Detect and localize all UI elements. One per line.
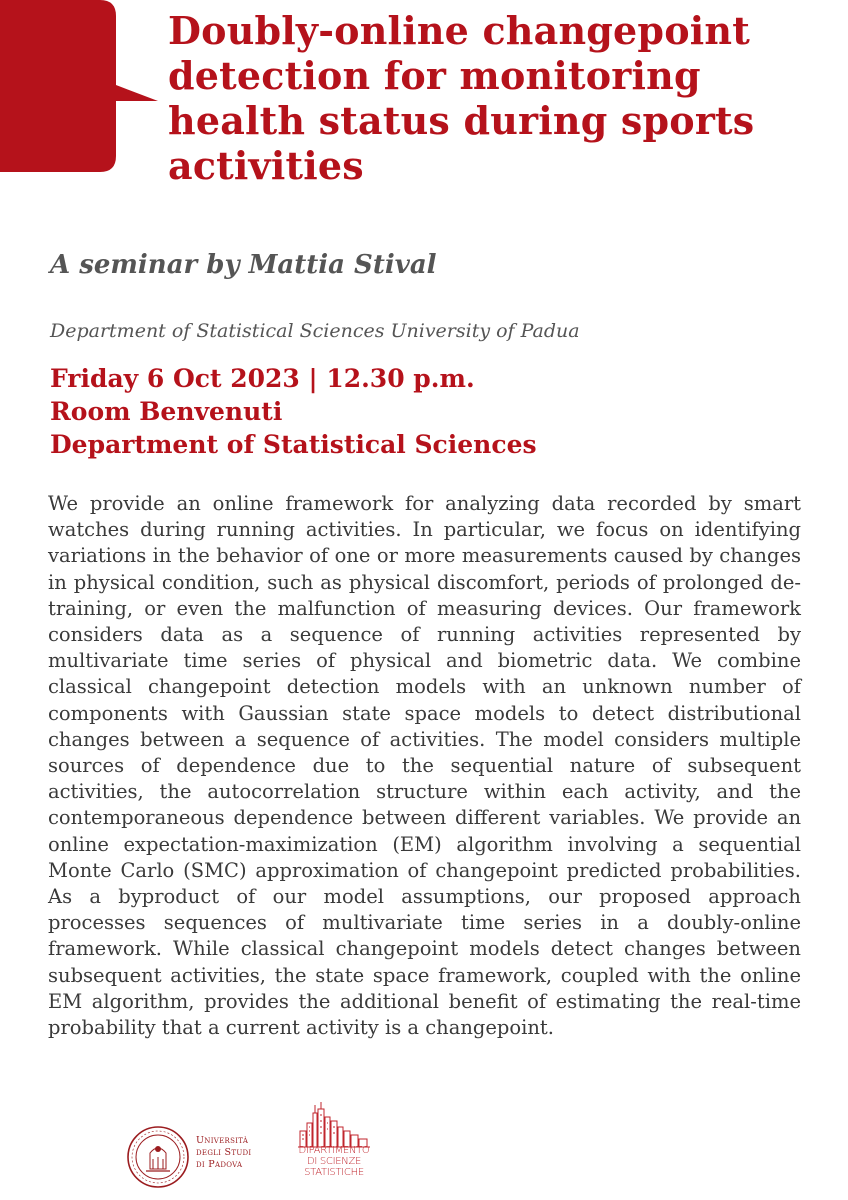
university-name-line: Università bbox=[196, 1135, 249, 1146]
speech-flag-decoration bbox=[0, 0, 160, 175]
department-name-line: DI SCIENZE bbox=[306, 1156, 362, 1167]
speaker-affiliation: Department of Statistical Sciences University of Padua bbox=[50, 320, 580, 342]
department-name-line: STATISTICHE bbox=[304, 1167, 364, 1178]
university-name-line: di Padova bbox=[196, 1159, 243, 1170]
university-seal-icon bbox=[126, 1125, 190, 1189]
department-name-line: DIPARTIMENTO bbox=[298, 1145, 370, 1156]
university-name-line: degli Studi bbox=[196, 1147, 252, 1158]
event-room: Room Benvenuti bbox=[50, 397, 283, 426]
department-name bbox=[298, 1145, 370, 1178]
footer-logos bbox=[0, 1095, 848, 1200]
event-department: Department of Statistical Sciences bbox=[50, 430, 537, 459]
abstract-text: We provide an online framework for analyzing data recorded by smart watches during running activities. In particular, we focus on identifying variations in the behavior of one or more measurements caused by changes in physical condition, such as physical discomfort, periods of prolonged de-training, or even the malfunction of measuring devices. Our framework considers data as a sequence of running activities represented by multivariate time series of physical and biometric data. We combine classical changepoint detection models with an unknown number of components with Gaussian state space models to detect distributional changes between a sequence of activities. The model considers multiple sources of dependence due to the sequential nature of subsequent activities, the autocorrelation structure within each activity, and the contemporaneous dependence between different variables. We provide an online expectation-maximization (EM) algorithm involving a sequential Monte Carlo (SMC) approximation of changepoint predicted probabilities. As a byproduct of our model assumptions, our proposed approach processes sequences of multivariate time series in a doubly-online framework. While classical changepoint models detect changes between subsequent activities, the state space framework, coupled with the online EM algorithm, provides the additional benefit of estimating the real-time probability that a current activity is a changepoint. bbox=[48, 492, 801, 1040]
speaker-line: A seminar by Mattia Stival bbox=[50, 250, 437, 280]
university-name bbox=[196, 1135, 252, 1171]
poster-title: Doubly-online changepoint detection for monitoring health status during sports activities bbox=[168, 8, 755, 188]
department-building-icon bbox=[296, 1101, 372, 1149]
event-date-time: Friday 6 Oct 2023 | 12.30 p.m. bbox=[50, 364, 475, 393]
event-details bbox=[50, 362, 537, 461]
